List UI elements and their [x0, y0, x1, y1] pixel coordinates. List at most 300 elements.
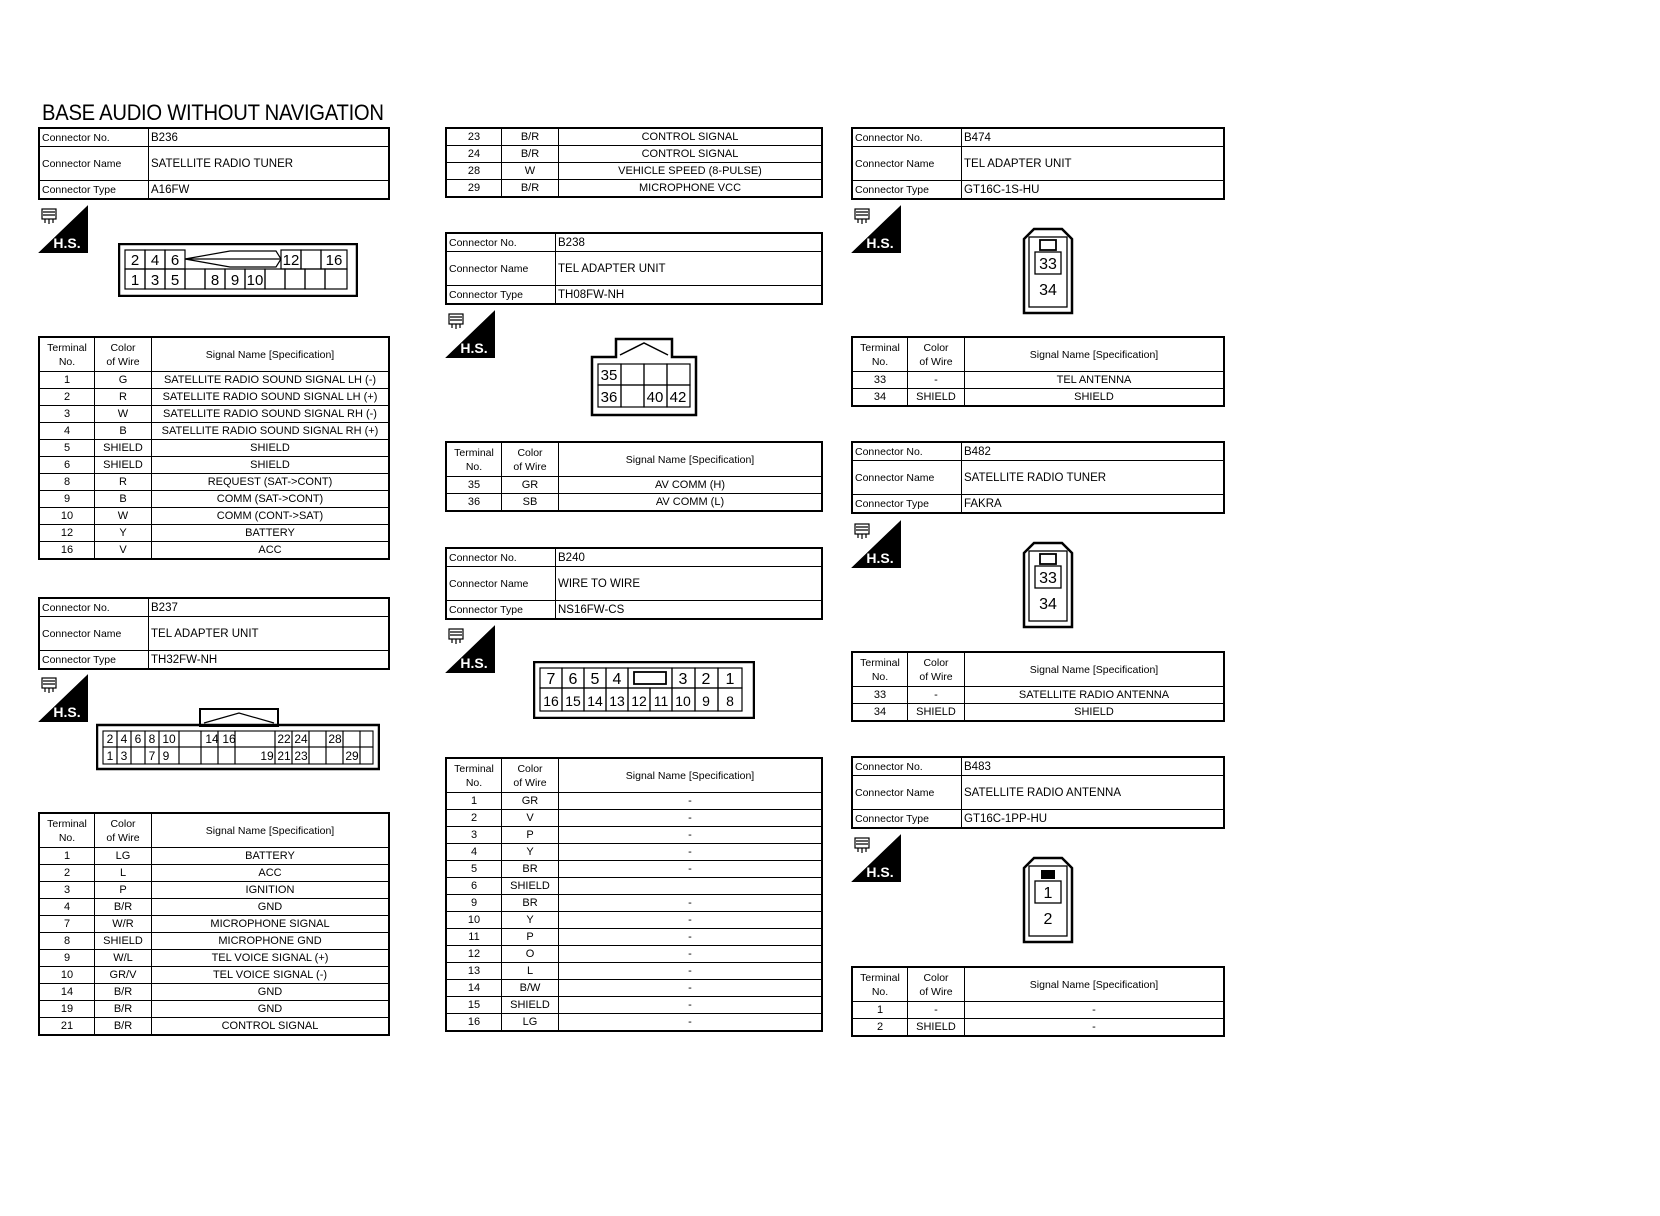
signal-name: - [559, 929, 823, 946]
pin-label: 9 [702, 693, 710, 709]
pin-label: 16 [325, 252, 343, 269]
wire-color: B/R [95, 1018, 152, 1036]
wire-color: SHIELD [908, 704, 965, 722]
connector-diagram-b237 [96, 705, 380, 776]
signal-name: SATELLITE RADIO SOUND SIGNAL LH (-) [152, 372, 390, 389]
table-row [39, 372, 389, 389]
table-row [852, 704, 1224, 722]
terminal-no: 33 [852, 372, 908, 389]
header-wire-color: Color of Wire [95, 337, 152, 372]
pin-label: 9 [230, 272, 240, 289]
label-connector-no: Connector No. [852, 757, 962, 776]
terminal-no: 13 [446, 963, 502, 980]
connector-no: B237 [149, 598, 390, 617]
terminal-no: 2 [39, 389, 95, 406]
label-connector-type: Connector Type [39, 181, 149, 200]
table-row [39, 967, 389, 984]
terminal-no: 2 [852, 1019, 908, 1037]
wire-color: G [95, 372, 152, 389]
wire-color: SHIELD [502, 997, 559, 1014]
signal-name: - [559, 963, 823, 980]
wire-color: W/L [95, 950, 152, 967]
signal-name: - [559, 810, 823, 827]
terminal-no: 24 [446, 146, 502, 163]
connector-info-b236 [38, 127, 390, 200]
pin-label: 7 [148, 749, 156, 763]
wire-color: B [95, 491, 152, 508]
terminal-no: 12 [446, 946, 502, 963]
wire-color: SHIELD [908, 1019, 965, 1037]
pin-label: 36 [600, 389, 618, 406]
header-signal-name: Signal Name [Specification] [559, 442, 823, 477]
pin-label: 40 [646, 389, 664, 406]
wire-color: SHIELD [95, 933, 152, 950]
terminal-no: 2 [446, 810, 502, 827]
pin-label: 33 [1039, 256, 1057, 273]
label-connector-name: Connector Name [852, 461, 962, 495]
pin-label: 2 [701, 671, 711, 688]
label-connector-no: Connector No. [39, 598, 149, 617]
signal-name: VEHICLE SPEED (8-PULSE) [559, 163, 823, 180]
table-row [446, 128, 822, 146]
table-row [446, 180, 822, 198]
signal-name: CONTROL SIGNAL [559, 128, 823, 146]
signal-name: CONTROL SIGNAL [559, 146, 823, 163]
signal-name: ACC [152, 542, 390, 560]
terminal-no: 34 [852, 389, 908, 407]
signal-name: CONTROL SIGNAL [152, 1018, 390, 1036]
signal-name: REQUEST (SAT->CONT) [152, 474, 390, 491]
connector-no: B474 [962, 128, 1225, 147]
terminal-no: 4 [446, 844, 502, 861]
wire-color: GR [502, 793, 559, 810]
table-row [446, 895, 822, 912]
connector-name: WIRE TO WIRE [556, 567, 823, 601]
pin-label: 3 [150, 272, 160, 289]
terminal-no: 5 [446, 861, 502, 878]
terminal-no: 9 [39, 950, 95, 967]
terminal-no: 8 [39, 933, 95, 950]
table-row [39, 406, 389, 423]
table-row [39, 933, 389, 950]
label-connector-no: Connector No. [852, 128, 962, 147]
signal-name: TEL ANTENNA [965, 372, 1225, 389]
pin-label: 2 [1043, 911, 1053, 928]
header-terminal-no: Terminal No. [852, 652, 908, 687]
pin-label: 34 [1039, 282, 1057, 299]
signal-name: GND [152, 1001, 390, 1018]
pin-label: 8 [726, 693, 734, 709]
label-connector-no: Connector No. [446, 233, 556, 252]
header-wire-color: Color of Wire [908, 967, 965, 1002]
table-row [446, 146, 822, 163]
pin-label: 12 [631, 693, 647, 709]
header-signal-name: Signal Name [Specification] [965, 337, 1225, 372]
hs-label: H.S. [53, 704, 81, 720]
signal-name: GND [152, 899, 390, 916]
wire-color: GR [502, 477, 559, 494]
wire-color: SHIELD [95, 457, 152, 474]
wire-color: B/W [502, 980, 559, 997]
connector-info-b474 [851, 127, 1225, 200]
terminal-table-b474 [851, 336, 1225, 407]
signal-name: MICROPHONE VCC [559, 180, 823, 198]
connector-no: B240 [556, 548, 823, 567]
header-signal-name: Signal Name [Specification] [559, 758, 823, 793]
header-terminal-no: Terminal No. [852, 337, 908, 372]
wire-color: B/R [502, 146, 559, 163]
signal-name: AV COMM (L) [559, 494, 823, 512]
pin-label: 12 [282, 252, 300, 269]
header-signal-name: Signal Name [Specification] [965, 967, 1225, 1002]
terminal-no: 23 [446, 128, 502, 146]
table-row [446, 929, 822, 946]
label-connector-name: Connector Name [852, 147, 962, 181]
table-row [39, 984, 389, 1001]
signal-name: - [559, 912, 823, 929]
table-row [39, 389, 389, 406]
signal-name: SHIELD [152, 440, 390, 457]
pin-label: 4 [120, 732, 128, 746]
wire-color: V [95, 542, 152, 560]
connector-name: TEL ADAPTER UNIT [556, 252, 823, 286]
wire-color: P [502, 827, 559, 844]
header-wire-color: Color of Wire [502, 442, 559, 477]
table-row [446, 810, 822, 827]
label-connector-no: Connector No. [39, 128, 149, 147]
connector-info-b483 [851, 756, 1225, 829]
hs-badge-icon [851, 834, 901, 882]
wire-color: GR/V [95, 967, 152, 984]
terminal-no: 21 [39, 1018, 95, 1036]
pin-label: 10 [675, 693, 691, 709]
signal-name: COMM (SAT->CONT) [152, 491, 390, 508]
pin-label: 35 [600, 367, 618, 384]
terminal-no: 1 [446, 793, 502, 810]
table-row [39, 950, 389, 967]
connector-diagram-b483 [1022, 856, 1074, 949]
terminal-no: 36 [446, 494, 502, 512]
signal-name: AV COMM (H) [559, 477, 823, 494]
pin-label: 14 [587, 693, 603, 709]
connector-diagram-b238 [590, 337, 698, 422]
pin-label: 4 [150, 252, 160, 269]
wire-color: - [908, 1002, 965, 1019]
terminal-no: 4 [39, 899, 95, 916]
pin-label: 16 [222, 732, 236, 746]
signal-name: - [559, 895, 823, 912]
pin-label: 15 [565, 693, 581, 709]
table-row [39, 865, 389, 882]
table-row [39, 423, 389, 440]
table-row [39, 508, 389, 525]
signal-name: - [559, 980, 823, 997]
connector-type: GT16C-1PP-HU [962, 810, 1225, 829]
label-connector-type: Connector Type [446, 286, 556, 305]
header-wire-color: Color of Wire [502, 758, 559, 793]
hs-label: H.S. [866, 550, 894, 566]
table-row [852, 687, 1224, 704]
wire-color: W/R [95, 916, 152, 933]
header-terminal-no: Terminal No. [446, 758, 502, 793]
table-row [446, 827, 822, 844]
pin-label: 1 [1043, 885, 1053, 902]
table-row [446, 494, 822, 512]
connector-no: B483 [962, 757, 1225, 776]
signal-name: SHIELD [965, 704, 1225, 722]
terminal-no: 10 [446, 912, 502, 929]
table-row [39, 848, 389, 865]
pin-label: 13 [609, 693, 625, 709]
label-connector-name: Connector Name [39, 617, 149, 651]
header-wire-color: Color of Wire [95, 813, 152, 848]
wire-color: - [908, 372, 965, 389]
signal-name: - [559, 946, 823, 963]
signal-name: TEL VOICE SIGNAL (+) [152, 950, 390, 967]
connector-info-b482 [851, 441, 1225, 514]
hs-badge-icon [38, 205, 88, 253]
table-row [446, 861, 822, 878]
hs-label: H.S. [460, 340, 488, 356]
wire-color: R [95, 474, 152, 491]
pin-label: 1 [130, 272, 140, 289]
pin-label: 3 [678, 671, 688, 688]
signal-name: - [559, 827, 823, 844]
terminal-no: 4 [39, 423, 95, 440]
pin-label: 6 [568, 671, 578, 688]
wire-color: O [502, 946, 559, 963]
signal-name: IGNITION [152, 882, 390, 899]
connector-info-b237 [38, 597, 390, 670]
signal-name: SATELLITE RADIO SOUND SIGNAL RH (-) [152, 406, 390, 423]
signal-name: GND [152, 984, 390, 1001]
wire-color: W [502, 163, 559, 180]
pin-label: 42 [669, 389, 687, 406]
label-connector-type: Connector Type [852, 181, 962, 200]
hs-badge-icon [851, 205, 901, 253]
pin-label: 28 [328, 732, 342, 746]
terminal-no: 5 [39, 440, 95, 457]
terminal-no: 35 [446, 477, 502, 494]
header-signal-name: Signal Name [Specification] [152, 337, 390, 372]
pin-label: 10 [246, 272, 264, 289]
pin-label: 8 [210, 272, 220, 289]
table-row [446, 946, 822, 963]
signal-name: - [559, 861, 823, 878]
label-connector-no: Connector No. [446, 548, 556, 567]
pin-label: 33 [1039, 570, 1057, 587]
label-connector-no: Connector No. [852, 442, 962, 461]
connector-no: B236 [149, 128, 390, 147]
wire-color: P [95, 882, 152, 899]
table-row [39, 525, 389, 542]
connector-no: B238 [556, 233, 823, 252]
hs-label: H.S. [460, 655, 488, 671]
pin-label: 10 [162, 732, 176, 746]
terminal-no: 19 [39, 1001, 95, 1018]
wire-color: SHIELD [95, 440, 152, 457]
connector-info-b240 [445, 547, 823, 620]
connector-type: A16FW [149, 181, 390, 200]
label-connector-name: Connector Name [446, 567, 556, 601]
table-row [39, 491, 389, 508]
label-connector-type: Connector Type [852, 495, 962, 514]
wire-color: B/R [502, 128, 559, 146]
table-row [446, 793, 822, 810]
wire-color: LG [502, 1014, 559, 1032]
terminal-no: 3 [39, 406, 95, 423]
wire-color: B/R [95, 899, 152, 916]
table-row [852, 389, 1224, 407]
signal-name: ACC [152, 865, 390, 882]
table-row [39, 916, 389, 933]
connector-type: FAKRA [962, 495, 1225, 514]
signal-name: TEL VOICE SIGNAL (-) [152, 967, 390, 984]
terminal-no: 3 [39, 882, 95, 899]
signal-name: - [559, 844, 823, 861]
terminal-table-b237 [38, 812, 390, 1036]
connector-name: SATELLITE RADIO ANTENNA [962, 776, 1225, 810]
connector-name: TEL ADAPTER UNIT [149, 617, 390, 651]
wire-color: SHIELD [502, 878, 559, 895]
terminal-no: 9 [39, 491, 95, 508]
table-row [446, 878, 822, 895]
pin-label: 2 [130, 252, 140, 269]
table-row [446, 1014, 822, 1032]
label-connector-type: Connector Type [39, 651, 149, 670]
connector-diagram-b240 [533, 661, 755, 724]
pin-label: 14 [205, 732, 219, 746]
pin-label: 23 [294, 749, 308, 763]
connector-name: SATELLITE RADIO TUNER [149, 147, 390, 181]
pin-label: 1 [106, 749, 114, 763]
wire-color: R [95, 389, 152, 406]
hs-label: H.S. [866, 864, 894, 880]
terminal-table-b240 [445, 757, 823, 1032]
wire-color: Y [95, 525, 152, 542]
terminal-no: 9 [446, 895, 502, 912]
table-row [446, 477, 822, 494]
wire-color: SB [502, 494, 559, 512]
terminal-no: 10 [39, 967, 95, 984]
wire-color: W [95, 406, 152, 423]
table-row [39, 882, 389, 899]
terminal-no: 1 [39, 372, 95, 389]
header-wire-color: Color of Wire [908, 652, 965, 687]
terminal-no: 33 [852, 687, 908, 704]
terminal-no: 1 [39, 848, 95, 865]
terminal-table-b482 [851, 651, 1225, 722]
connector-info-b238 [445, 232, 823, 305]
hs-label: H.S. [866, 235, 894, 251]
terminal-table-b237-continued [445, 127, 823, 198]
pin-label: 1 [725, 671, 735, 688]
terminal-no: 14 [39, 984, 95, 1001]
pin-label: 3 [120, 749, 128, 763]
pin-label: 29 [345, 749, 359, 763]
signal-name: - [965, 1019, 1225, 1037]
signal-name: SATELLITE RADIO SOUND SIGNAL LH (+) [152, 389, 390, 406]
pin-label: 5 [170, 272, 180, 289]
pin-label: 9 [162, 749, 170, 763]
connector-type: GT16C-1S-HU [962, 181, 1225, 200]
signal-name: - [559, 793, 823, 810]
terminal-no: 1 [852, 1002, 908, 1019]
header-terminal-no: Terminal No. [39, 813, 95, 848]
hs-badge-icon [445, 310, 495, 358]
table-row [39, 1001, 389, 1018]
table-row [446, 997, 822, 1014]
hs-badge-icon [38, 674, 88, 722]
pin-label: 11 [653, 693, 669, 709]
header-signal-name: Signal Name [Specification] [152, 813, 390, 848]
signal-name: - [559, 1014, 823, 1032]
table-row [39, 542, 389, 560]
wire-color: SHIELD [908, 389, 965, 407]
connector-type: NS16FW-CS [556, 601, 823, 620]
pin-label: 24 [294, 732, 308, 746]
table-row [39, 440, 389, 457]
pin-label: 7 [546, 671, 556, 688]
terminal-no: 15 [446, 997, 502, 1014]
table-row [852, 372, 1224, 389]
wire-color: B [95, 423, 152, 440]
signal-name: - [965, 1002, 1225, 1019]
header-terminal-no: Terminal No. [852, 967, 908, 1002]
label-connector-type: Connector Type [852, 810, 962, 829]
terminal-no: 3 [446, 827, 502, 844]
terminal-no: 34 [852, 704, 908, 722]
signal-name: BATTERY [152, 525, 390, 542]
table-row [39, 457, 389, 474]
connector-diagram-b236 [118, 243, 358, 302]
connector-type: TH32FW-NH [149, 651, 390, 670]
table-row [852, 1002, 1224, 1019]
connector-type: TH08FW-NH [556, 286, 823, 305]
wire-color: B/R [502, 180, 559, 198]
pin-label: 19 [260, 749, 274, 763]
terminal-no: 7 [39, 916, 95, 933]
terminal-no: 14 [446, 980, 502, 997]
table-row [446, 163, 822, 180]
terminal-no: 2 [39, 865, 95, 882]
terminal-no: 6 [39, 457, 95, 474]
signal-name: COMM (CONT->SAT) [152, 508, 390, 525]
label-connector-name: Connector Name [39, 147, 149, 181]
hs-badge-icon [851, 520, 901, 568]
table-row [852, 1019, 1224, 1037]
signal-name: SHIELD [965, 389, 1225, 407]
connector-diagram-b474 [1022, 227, 1074, 320]
header-signal-name: Signal Name [Specification] [965, 652, 1225, 687]
signal-name [559, 878, 823, 895]
terminal-no: 28 [446, 163, 502, 180]
pin-label: 6 [170, 252, 180, 269]
connector-name: SATELLITE RADIO TUNER [962, 461, 1225, 495]
pin-label: 21 [277, 749, 291, 763]
terminal-table-b483 [851, 966, 1225, 1037]
signal-name: SATELLITE RADIO ANTENNA [965, 687, 1225, 704]
terminal-table-b238 [445, 441, 823, 512]
hs-label: H.S. [53, 235, 81, 251]
signal-name: MICROPHONE SIGNAL [152, 916, 390, 933]
header-terminal-no: Terminal No. [39, 337, 95, 372]
header-terminal-no: Terminal No. [446, 442, 502, 477]
table-row [446, 912, 822, 929]
wire-color: BR [502, 861, 559, 878]
wire-color: W [95, 508, 152, 525]
wire-color: LG [95, 848, 152, 865]
